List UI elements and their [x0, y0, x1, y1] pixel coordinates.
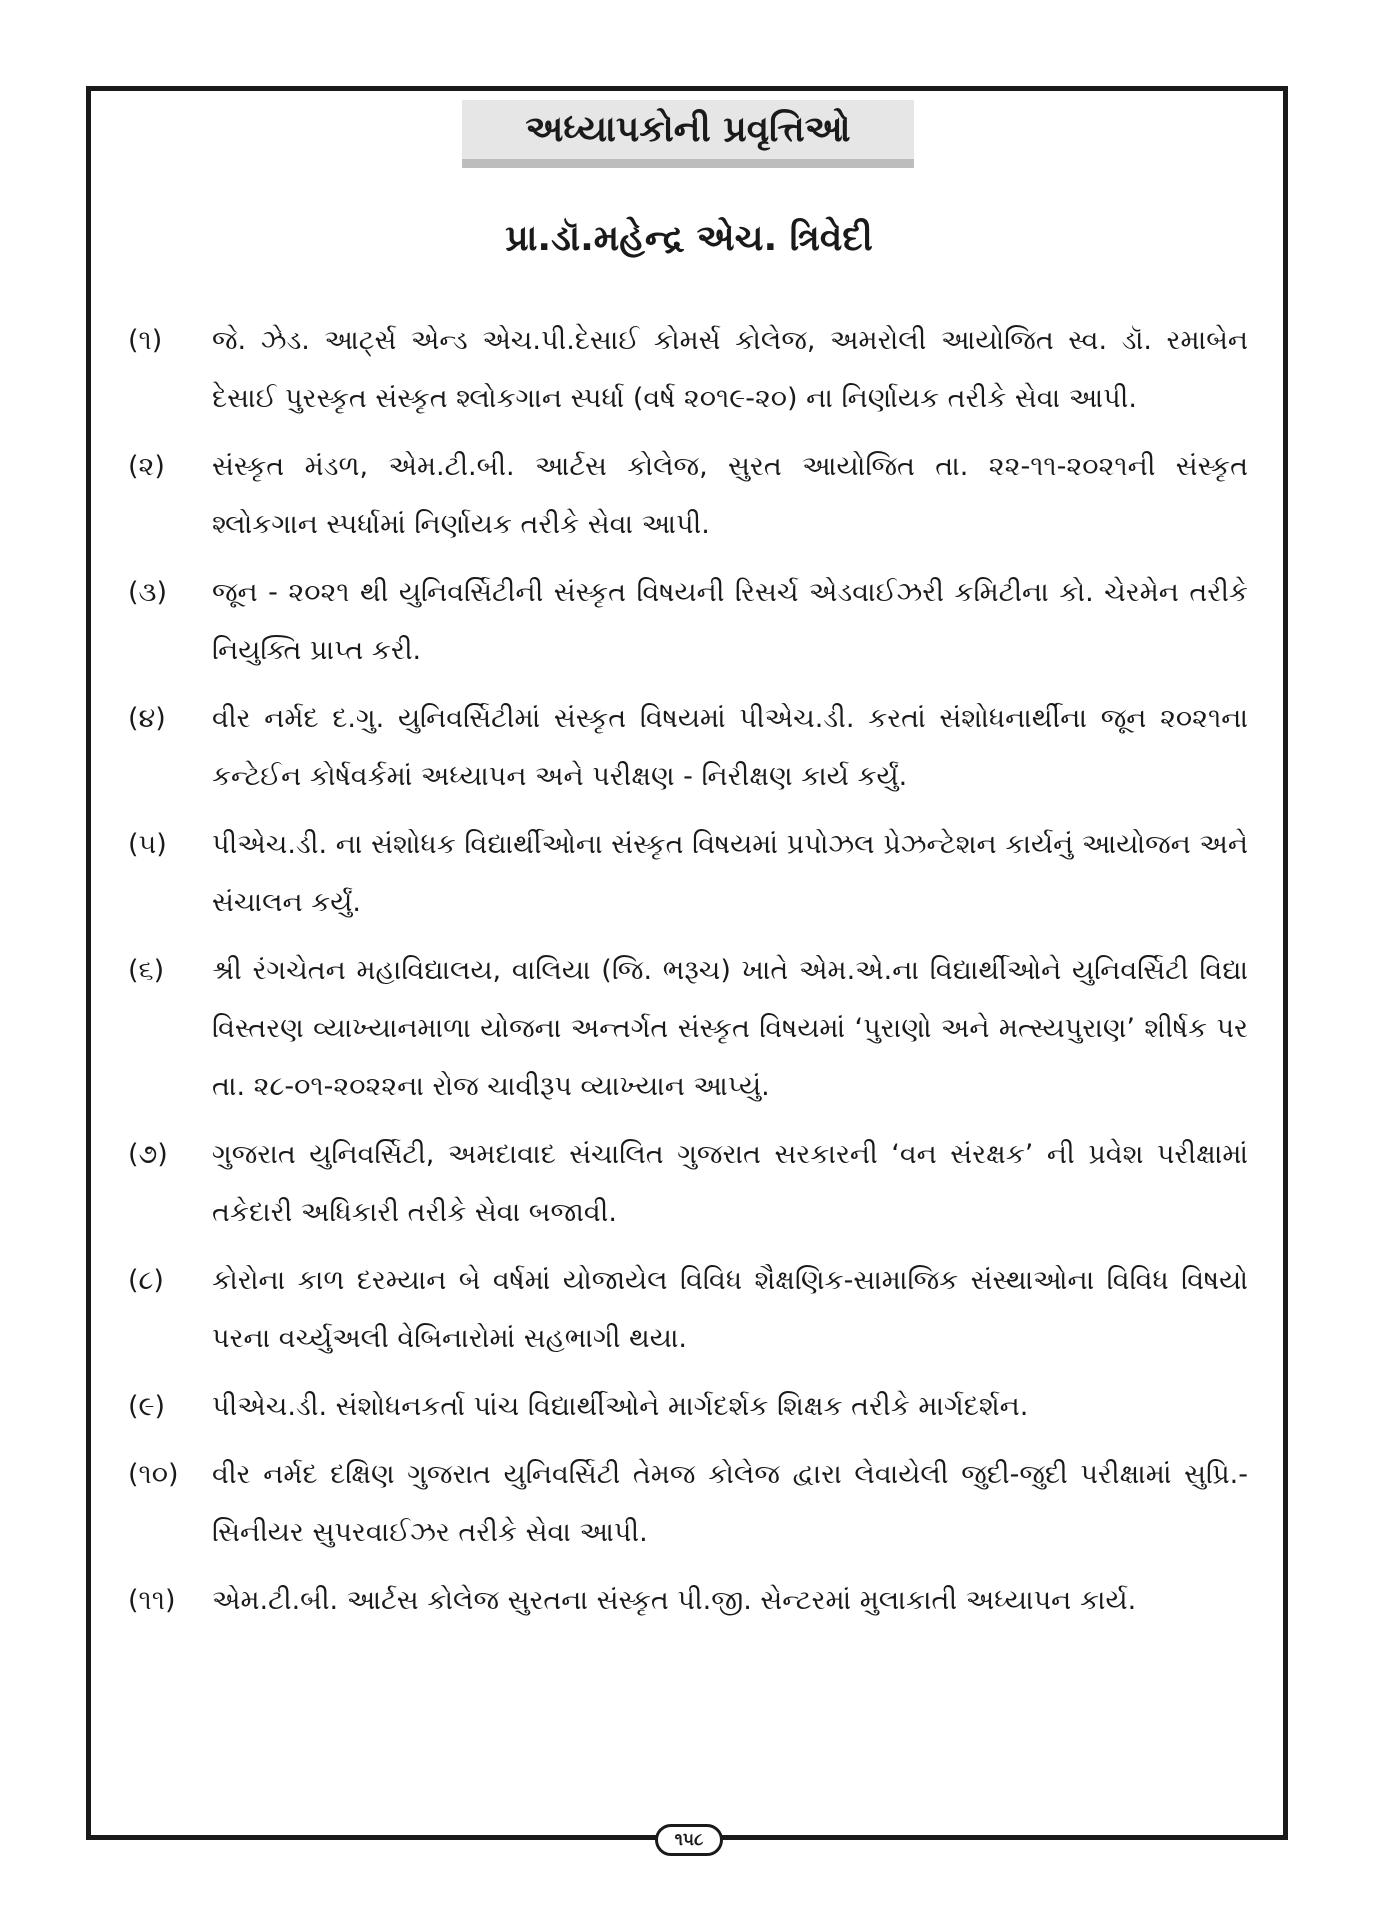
- item-number: (૬): [128, 955, 165, 986]
- item-number: (૧૦): [128, 1459, 179, 1490]
- list-item: [128, 1126, 1248, 1242]
- item-number: (૨): [128, 451, 165, 482]
- item-text: શ્રી રંગચેતન મહાવિદ્યાલય, વાલિયા (જિ. ભરૂચ) ખાતે એમ.એ.ના વિદ્યાર્થીઓને યુનિવર્સિટી વિદ્યા વિસ્તરણ વ્યાખ્યાનમાળા યોજના અન્તર્ગત સંસ્કૃત વિષયમાં ‘પુરાણો અને મત્સ્યપુરાણ’ શીર્ષક પર તા. ૨૮-૦૧-૨૦૨૨ના રોજ ચાવીરૂપ વ્યાખ્યાન આપ્યું.: [212, 955, 1248, 1102]
- list-item: [128, 1252, 1248, 1368]
- item-text: જૂન - ૨૦૨૧ થી યુનિવર્સિટીની સંસ્કૃત વિષયની રિસર્ચ એડવાઈઝરી કમિટીના કો. ચેરમેન તરીકે નિયુક્તિ પ્રાપ્ત કરી.: [212, 577, 1248, 666]
- item-text: જે. ઝેડ. આર્ટ્સ એન્ડ એચ.પી.દેસાઈ કોમર્સ કોલેજ, અમરોલી આયોજિત સ્વ. ડૉ. રમાબેન દેસાઈ પુરસ્કૃત સંસ્કૃત શ્લોકગાન સ્પર્ધા (વર્ષ ૨૦૧૯-૨૦) ના નિર્ણાયક તરીકે સેવા આપી.: [212, 325, 1248, 414]
- list-item: [128, 564, 1248, 680]
- item-number: (૫): [128, 829, 167, 860]
- activity-list: [128, 312, 1248, 1640]
- list-item: [128, 312, 1248, 428]
- item-text: વીર નર્મદ દ.ગુ. યુનિવર્સિટીમાં સંસ્કૃત વિષયમાં પીએચ.ડી. કરતાં સંશોધનાર્થીના જૂન ૨૦૨૧ના કન્ટેઈન કોર્ષવર્કમાં અધ્યાપન અને પરીક્ષણ - નિરીક્ષણ કાર્ય કર્યું.: [212, 703, 1248, 792]
- item-text: ગુજરાત યુનિવર્સિટી, અમદાવાદ સંચાલિત ગુજરાત સરકારની ‘વન સંરક્ષક’ ની પ્રવેશ પરીક્ષામાં તકેદારી અધિકારી તરીકે સેવા બજાવી.: [212, 1139, 1248, 1228]
- item-text: પીએચ.ડી. ના સંશોધક વિદ્યાર્થીઓના સંસ્કૃત વિષયમાં પ્રપોઝલ પ્રેઝન્ટેશન કાર્યનું આયોજન અને સંચાલન કર્યું.: [212, 829, 1248, 918]
- list-item: [128, 438, 1248, 554]
- list-item: [128, 816, 1248, 932]
- item-number: (૮): [128, 1265, 164, 1296]
- item-number: (૧૧): [128, 1585, 176, 1616]
- list-item: [128, 1572, 1248, 1630]
- page-number: ૧૫૮: [655, 1824, 723, 1856]
- item-number: (૩): [128, 577, 168, 608]
- item-number: (૯): [128, 1391, 166, 1422]
- item-text: કોરોના કાળ દરમ્યાન બે વર્ષમાં યોજાયેલ વિવિધ શૈક્ષણિક-સામાજિક સંસ્થાઓના વિવિધ વિષયો પરના વર્ચ્યુઅલી વેબિનારોમાં સહભાગી થયા.: [212, 1265, 1248, 1354]
- item-text: એમ.ટી.બી. આર્ટસ કોલેજ સુરતના સંસ્કૃત પી.જી. સેન્ટરમાં મુલાકાતી અધ્યાપન કાર્ય.: [212, 1585, 1137, 1616]
- list-item: [128, 1446, 1248, 1562]
- item-number: (૪): [128, 703, 166, 734]
- item-text: પીએચ.ડી. સંશોધનકર્તા પાંચ વિદ્યાર્થીઓને માર્ગદર્શક શિક્ષક તરીકે માર્ગદર્શન.: [212, 1391, 1029, 1422]
- list-item: [128, 1378, 1248, 1436]
- list-item: [128, 942, 1248, 1116]
- list-item: [128, 690, 1248, 806]
- item-text: વીર નર્મદ દક્ષિણ ગુજરાત યુનિવર્સિટી તેમજ કોલેજ દ્વારા લેવાયેલી જુદી-જુદી પરીક્ષામાં સુપ્રિ.- સિનીયર સુપરવાઈઝર તરીકે સેવા આપી.: [212, 1459, 1248, 1548]
- item-text: સંસ્કૃત મંડળ, એમ.ટી.બી. આર્ટસ કોલેજ, સુરત આયોજિત તા. ૨૨-૧૧-૨૦૨૧ની સંસ્કૃત શ્લોકગાન સ્પર્ધામાં નિર્ણાયક તરીકે સેવા આપી.: [212, 451, 1248, 540]
- section-banner: [462, 100, 914, 168]
- person-name-heading: પ્રા.ડૉ.મહેન્દ્ર એચ. ત્રિવેદી: [505, 218, 873, 259]
- item-number: (૭): [128, 1139, 168, 1170]
- item-number: (૧): [128, 325, 163, 356]
- section-title: અધ્યાપકોની પ્રવૃત્તિઓ: [525, 108, 851, 150]
